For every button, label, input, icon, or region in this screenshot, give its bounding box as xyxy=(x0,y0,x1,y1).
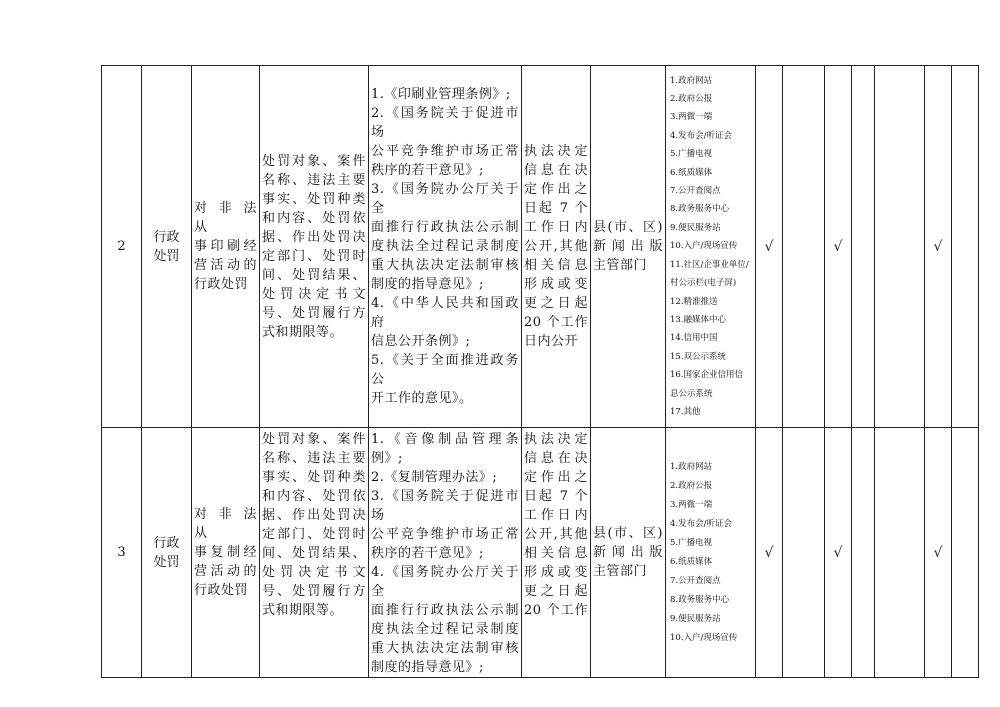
disclosure-basis: 1.《音像制品管理条例》; 2.《复制管理办法》; 3.《国务院关于促进市场 公平竞争维护市场正常 秩序的若干意见》; 4.《国务院办公厅关于全 面推行行政执法公示制 度执法全过程记录制度 重大执法决定法制审核 制度的指导意见》; xyxy=(369,428,522,678)
check-cell xyxy=(783,66,825,428)
disclosure-time-limit: 执法决定 信息在决 定作出之 日起 7 个 工作日内 公开,其他 相关信息 形成或变 更之日起 20 个工作 xyxy=(522,428,591,678)
check-cell xyxy=(852,428,875,678)
disclosure-channels: 1.政府网站 2.政府公报 3.两微一端 4.发布会/听证会 5.广播电视 6.纸质媒体 7.公开查阅点 8.政务服务中心 9.便民服务站 10.入户/现场宣传 11.社区/企事业单位/ 村公示栏(电子屏) 12.精准推送 13.融媒体中心 14.信用中国 15.双公示系统 16.国家企业信用信 息公示系统 17.其他 xyxy=(666,66,756,428)
table-row xyxy=(102,428,979,678)
check-cell xyxy=(952,428,979,678)
disclosure-content: 处罚对象、案件 名称、违法主要 事实、处罚种类 和内容、处罚依 据、作出处罚决 定部门、处罚时 间、处罚结果、 处罚决定书文 号、处罚履行方 式和期限等。 xyxy=(260,428,369,678)
item-category: 行政 处罚 xyxy=(142,428,192,678)
check-cell: √ xyxy=(925,66,952,428)
disclosure-content: 处罚对象、案件 名称、违法主要 事实、处罚种类 和内容、处罚依 据、作出处罚决 定部门、处罚时 间、处罚结果、 处罚决定书文 号、处罚履行方 式和期限等。 xyxy=(260,66,369,428)
check-cell: √ xyxy=(825,428,852,678)
check-cell xyxy=(852,66,875,428)
disclosure-channels: 1.政府网站 2.政府公报 3.两微一端 4.发布会/听证会 5.广播电视 6.纸质媒体 7.公开查阅点 8.政务服务中心 9.便民服务站 10.入户/现场宣传 xyxy=(666,428,756,678)
check-cell: √ xyxy=(756,428,783,678)
check-cell xyxy=(875,66,925,428)
table-row xyxy=(102,66,979,428)
item-category: 行政 处罚 xyxy=(142,66,192,428)
check-cell: √ xyxy=(825,66,852,428)
check-cell: √ xyxy=(925,428,952,678)
check-cell xyxy=(952,66,979,428)
row-number: 3 xyxy=(102,428,142,678)
disclosure-department: 县(市、区) 新闻出版 主管部门 xyxy=(591,66,666,428)
disclosure-time-limit: 执法决定 信息在决 定作出之 日起 7 个 工作日内 公开,其他 相关信息 形成或变 更之日起 20 个工作 日内公开 xyxy=(522,66,591,428)
disclosure-department: 县(市、区) 新闻出版 主管部门 xyxy=(591,428,666,678)
item-name: 对 非 法 从 事复制经 营活动的 行政处罚 xyxy=(192,428,260,678)
row-number: 2 xyxy=(102,66,142,428)
disclosure-table xyxy=(101,65,979,678)
item-name: 对 非 法 从 事印刷经 营活动的 行政处罚 xyxy=(192,66,260,428)
check-cell xyxy=(783,428,825,678)
check-cell xyxy=(875,428,925,678)
disclosure-basis: 1.《印刷业管理条例》; 2.《国务院关于促进市场 公平竞争维护市场正常 秩序的若干意见》; 3.《国务院办公厅关于全 面推行行政执法公示制 度执法全过程记录制度 重大执法决定法制审核 制度的指导意见》; 4.《中华人民共和国政府 信息公开条例》; 5.《关于全面推进政务公 开工作的意见》。 xyxy=(369,66,522,428)
check-cell: √ xyxy=(756,66,783,428)
